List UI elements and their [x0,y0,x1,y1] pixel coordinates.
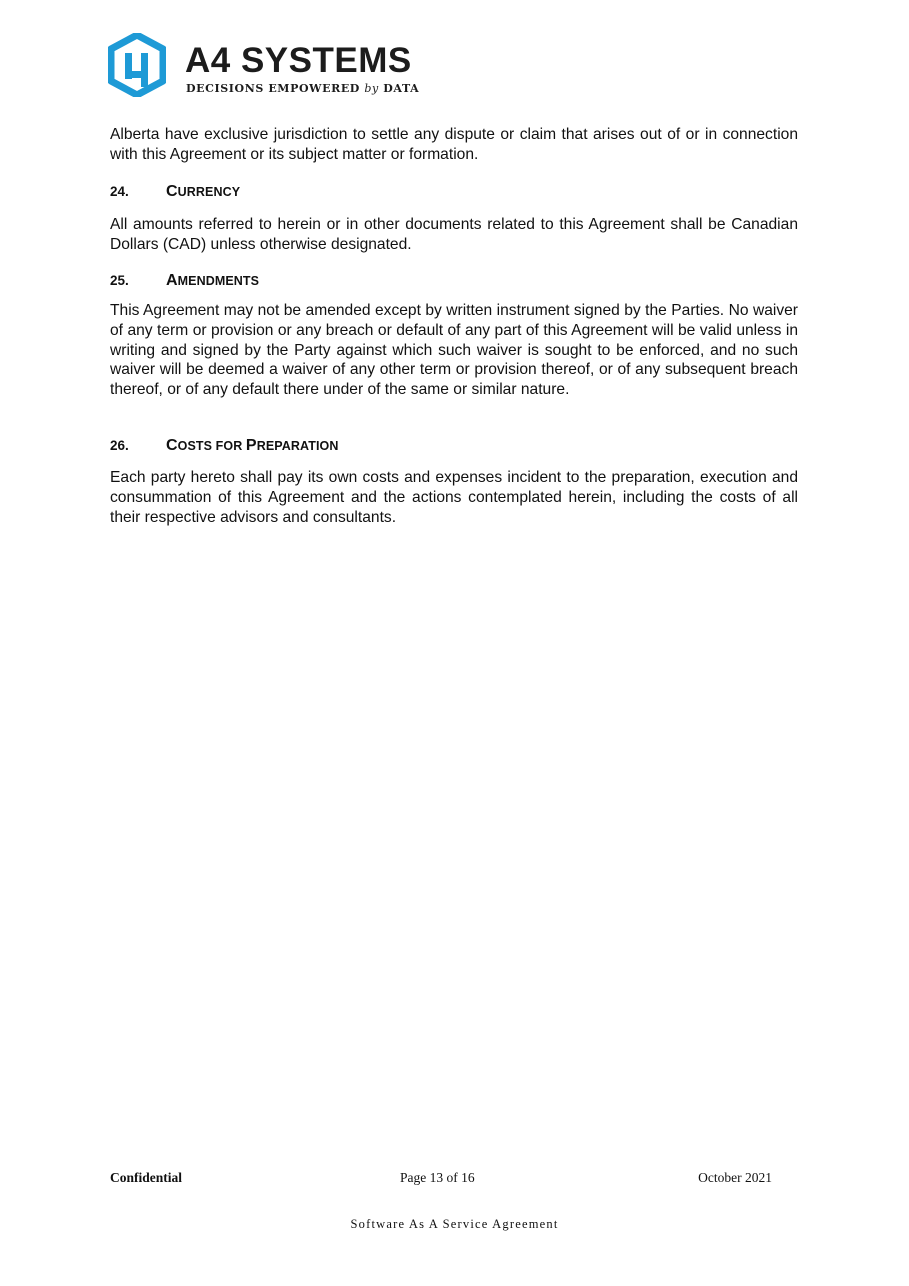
title-initial: C [166,183,178,201]
company-logo [108,33,428,99]
title-rest: MENDMENTS [177,274,260,289]
tagline-part1: DECISIONS EMPOWERED [186,82,365,95]
section-text-25: This Agreement may not be amended except by written instrument signed by the Parties. No waiver of any term or provision or any breach or default of any part of this Agreement will be valid unless in writing and signed by the Party against which such waiver is sought to be enforced, and no such waiver will be deemed a waiver of any other term or provision thereof, or of any subsequent breach thereof, or of any default there under of the same or similar nature. [110,302,798,398]
intro-paragraph: Alberta have exclusive jurisdiction to settle any dispute or claim that arises out of or in connection with this Agreement or its subject matter or formation. [110,126,798,163]
title-initial: A [166,272,178,290]
footer-confidential: Confidential [110,1170,183,1185]
section-number: 25. [110,273,129,289]
title-rest: OSTS FOR [177,439,246,454]
section-heading-25 [110,272,798,290]
section-text-26: Each party hereto shall pay its own costs and expenses incident to the preparation, execution and consummation of this Agreement and the actions contemplated herein, including the costs of all their respective advisors and consultants. [110,469,798,526]
logo-tagline [186,82,419,96]
page-footer [110,1170,772,1190]
footer-document-title: Software As A Service Agreement [350,1217,559,1231]
title-rest: URRENCY [177,185,241,200]
section-title [166,272,259,290]
footer-page-number: Page 13 of 16 [400,1170,475,1185]
a4-systems-logo-icon [108,33,166,97]
section-text-24: All amounts referred to herein or in other documents related to this Agreement shall be Canadian Dollars (CAD) unless otherwise designated. [110,216,798,253]
title-initial-2: P [245,437,257,455]
section-title [166,183,240,201]
document-content [110,125,798,527]
section-heading-26 [110,437,798,455]
tagline-by: by [364,82,379,95]
title-rest-2: REPARATION [256,439,339,454]
footer-date: October 2021 [698,1170,772,1185]
title-initial: C [166,437,178,455]
section-number: 26. [110,438,129,454]
section-heading-24 [110,183,798,201]
section-number: 24. [110,184,129,200]
section-title [166,437,339,455]
tagline-part2: DATA [378,82,420,95]
logo-title: A4 SYSTEMS [185,41,412,80]
